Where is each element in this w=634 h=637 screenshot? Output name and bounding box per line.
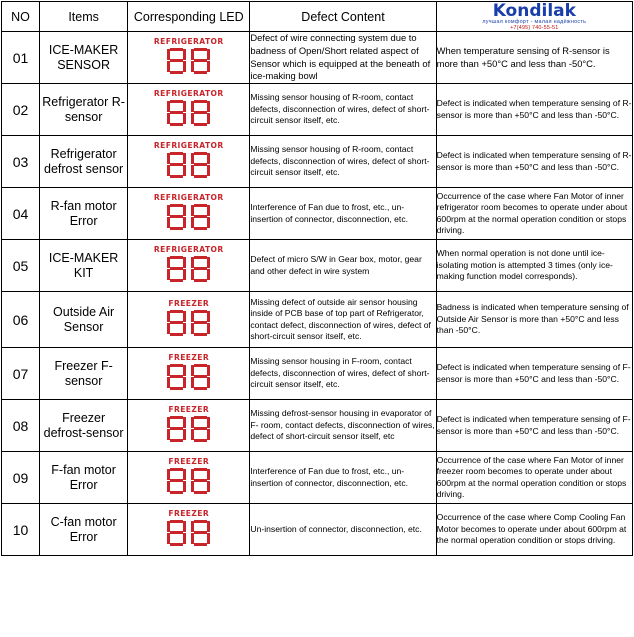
- led-zone-label: FREEZER: [168, 456, 210, 466]
- segment-e-icon: [191, 429, 194, 440]
- led-indicator-cell: [128, 504, 250, 556]
- segment-e-icon: [167, 269, 170, 280]
- defect-content: Interference of Fan due to frost, etc., un-insertion of connector, disconnection, etc.: [250, 188, 436, 240]
- seven-segment-digit: [167, 48, 186, 74]
- segment-a-icon: [170, 364, 183, 367]
- seven-segment-display: [167, 405, 210, 442]
- table-header-row: [2, 2, 633, 32]
- defect-content: Missing defect of outside air sensor housing inside of PCB base of top part of Refrigerator, contact defect, disconnection of wires, defect of short-circuit sensor itself, etc.: [250, 292, 436, 348]
- row-item-name: Refrigerator R-sensor: [40, 84, 128, 136]
- seven-segment-digit: [191, 100, 210, 126]
- segment-e-icon: [191, 323, 194, 334]
- corresponding-condition: Defect is indicated when temperature sensing of R-sensor is more than +50°C and less than -50°C.: [436, 136, 632, 188]
- corresponding-condition: When normal operation is not done until ice-isolating motion is attempted 3 times (only ice-making function model corresponds).: [436, 240, 632, 292]
- segment-c-icon: [207, 113, 210, 124]
- segment-d-icon: [194, 175, 207, 178]
- segment-b-icon: [183, 365, 186, 376]
- segment-c-icon: [207, 61, 210, 72]
- seven-segment-digit: [191, 364, 210, 390]
- row-item-name: Freezer defrost-sensor: [40, 400, 128, 452]
- led-indicator-cell: [128, 400, 250, 452]
- segment-f-icon: [167, 153, 170, 164]
- segment-g-icon: [170, 479, 183, 482]
- row-number: 06: [2, 292, 40, 348]
- segment-f-icon: [191, 521, 194, 532]
- corresponding-condition: Defect is indicated when temperature sensing of F-sensor is more than +50°C and less than -50°C.: [436, 348, 632, 400]
- segment-g-icon: [194, 375, 207, 378]
- led-zone-label: REFRIGERATOR: [153, 36, 224, 46]
- digit-group: [167, 468, 210, 494]
- segment-d-icon: [194, 71, 207, 74]
- defect-content: Missing defrost-sensor housing in evaporator of F- room, contact defects, disconnection of wires, defect of short-circuit sensor itself, etc: [250, 400, 436, 452]
- row-item-name: ICE-MAKER SENSOR: [40, 32, 128, 84]
- segment-d-icon: [194, 279, 207, 282]
- segment-a-icon: [194, 520, 207, 523]
- segment-g-icon: [194, 215, 207, 218]
- segment-a-icon: [170, 256, 183, 259]
- segment-f-icon: [167, 257, 170, 268]
- digit-group: [167, 310, 210, 336]
- row-item-name: F-fan motor Error: [40, 452, 128, 504]
- corresponding-condition: Occurrence of the case where Fan Motor of inner refrigerator room becomes to operate under about 600rpm at the normal operation condition or stops driving.: [436, 188, 632, 240]
- segment-a-icon: [170, 204, 183, 207]
- seven-segment-digit: [167, 364, 186, 390]
- segment-d-icon: [170, 123, 183, 126]
- segment-c-icon: [207, 217, 210, 228]
- segment-g-icon: [170, 427, 183, 430]
- digit-group: [154, 256, 224, 282]
- segment-a-icon: [170, 468, 183, 471]
- segment-g-icon: [170, 215, 183, 218]
- seven-segment-digit: [167, 256, 186, 282]
- segment-a-icon: [170, 100, 183, 103]
- defect-content: Defect of micro S/W in Gear box, motor, gear and other defect in wire system: [250, 240, 436, 292]
- digit-group: [167, 520, 210, 546]
- segment-f-icon: [167, 365, 170, 376]
- segment-g-icon: [194, 479, 207, 482]
- segment-e-icon: [167, 113, 170, 124]
- table-row: [2, 32, 633, 84]
- led-indicator-cell: [128, 240, 250, 292]
- segment-d-icon: [170, 175, 183, 178]
- segment-a-icon: [194, 416, 207, 419]
- segment-b-icon: [183, 417, 186, 428]
- row-item-name: Refrigerator defrost sensor: [40, 136, 128, 188]
- segment-g-icon: [170, 59, 183, 62]
- seven-segment-digit: [167, 204, 186, 230]
- defect-content: Missing sensor housing of R-room, contact defects, disconnection of wires, defect of short-circuit sensor itself, etc.: [250, 136, 436, 188]
- segment-d-icon: [170, 491, 183, 494]
- corresponding-condition: Occurrence of the case where Fan Motor of inner freezer room becomes to operate under about 600rpm at the normal operation condition or stops driving.: [436, 452, 632, 504]
- seven-segment-digit: [191, 416, 210, 442]
- segment-a-icon: [170, 48, 183, 51]
- led-zone-label: REFRIGERATOR: [153, 244, 224, 254]
- seven-segment-digit: [191, 256, 210, 282]
- brand-logo: [436, 2, 632, 32]
- row-number: 08: [2, 400, 40, 452]
- segment-e-icon: [167, 323, 170, 334]
- segment-e-icon: [191, 165, 194, 176]
- seven-segment-digit: [191, 468, 210, 494]
- segment-d-icon: [170, 279, 183, 282]
- row-item-name: R-fan motor Error: [40, 188, 128, 240]
- segment-d-icon: [194, 543, 207, 546]
- segment-b-icon: [183, 311, 186, 322]
- seven-segment-digit: [167, 520, 186, 546]
- table-row: [2, 292, 633, 348]
- segment-d-icon: [194, 439, 207, 442]
- digit-group: [154, 152, 224, 178]
- digit-group: [167, 416, 210, 442]
- segment-a-icon: [194, 204, 207, 207]
- segment-c-icon: [183, 323, 186, 334]
- defect-content: Missing sensor housing of R-room, contact defects, disconnection of wires, defect of short-circuit sensor itself, etc.: [250, 84, 436, 136]
- seven-segment-digit: [167, 100, 186, 126]
- brand-name: Kondilak: [492, 1, 576, 21]
- row-item-name: ICE-MAKER KIT: [40, 240, 128, 292]
- segment-c-icon: [207, 377, 210, 388]
- led-zone-label: FREEZER: [168, 352, 210, 362]
- segment-a-icon: [170, 310, 183, 313]
- seven-segment-digit: [167, 468, 186, 494]
- segment-g-icon: [194, 59, 207, 62]
- segment-g-icon: [170, 375, 183, 378]
- seven-segment-display: [154, 141, 224, 178]
- column-header-items: Items: [40, 2, 128, 32]
- seven-segment-display: [167, 457, 210, 494]
- segment-b-icon: [183, 205, 186, 216]
- segment-b-icon: [183, 469, 186, 480]
- seven-segment-digit: [191, 48, 210, 74]
- segment-g-icon: [194, 531, 207, 534]
- row-number: 02: [2, 84, 40, 136]
- segment-g-icon: [170, 531, 183, 534]
- row-number: 10: [2, 504, 40, 556]
- digit-group: [167, 364, 210, 390]
- segment-b-icon: [183, 257, 186, 268]
- segment-b-icon: [183, 521, 186, 532]
- seven-segment-display: [154, 89, 224, 126]
- segment-c-icon: [183, 533, 186, 544]
- led-indicator-cell: [128, 188, 250, 240]
- table-row: [2, 348, 633, 400]
- row-number: 07: [2, 348, 40, 400]
- column-header-led: Corresponding LED: [128, 2, 250, 32]
- segment-e-icon: [191, 269, 194, 280]
- segment-g-icon: [194, 267, 207, 270]
- led-indicator-cell: [128, 84, 250, 136]
- segment-e-icon: [167, 481, 170, 492]
- segment-b-icon: [183, 49, 186, 60]
- segment-c-icon: [183, 481, 186, 492]
- segment-b-icon: [207, 521, 210, 532]
- segment-b-icon: [207, 205, 210, 216]
- seven-segment-display: [154, 37, 224, 74]
- segment-f-icon: [191, 365, 194, 376]
- segment-b-icon: [207, 469, 210, 480]
- seven-segment-display: [167, 509, 210, 546]
- led-indicator-cell: [128, 292, 250, 348]
- segment-d-icon: [194, 387, 207, 390]
- seven-segment-digit: [191, 520, 210, 546]
- segment-b-icon: [207, 311, 210, 322]
- segment-f-icon: [191, 101, 194, 112]
- segment-b-icon: [183, 101, 186, 112]
- segment-e-icon: [167, 217, 170, 228]
- segment-a-icon: [194, 364, 207, 367]
- corresponding-condition: Badness is indicated when temperature sensing of Outside Air Sensor is more than +50°C and less than -50°C.: [436, 292, 632, 348]
- segment-e-icon: [191, 217, 194, 228]
- seven-segment-digit: [167, 152, 186, 178]
- segment-f-icon: [191, 469, 194, 480]
- table-row: [2, 84, 633, 136]
- segment-c-icon: [207, 429, 210, 440]
- segment-g-icon: [170, 267, 183, 270]
- defect-code-table: [1, 1, 633, 556]
- segment-d-icon: [194, 123, 207, 126]
- defect-content: Missing sensor housing in F-room, contact defects, disconnection of wires, defect of short-circuit sensor itself, etc.: [250, 348, 436, 400]
- segment-a-icon: [170, 416, 183, 419]
- defect-code-table-page: [0, 1, 634, 637]
- segment-f-icon: [191, 257, 194, 268]
- segment-c-icon: [183, 429, 186, 440]
- segment-f-icon: [191, 49, 194, 60]
- segment-c-icon: [207, 481, 210, 492]
- segment-e-icon: [191, 113, 194, 124]
- defect-content: Defect of wire connecting system due to badness of Open/Short related aspect of Sensor which is equipped at the beneath of ice-making bowl: [250, 32, 436, 84]
- segment-d-icon: [170, 543, 183, 546]
- table-row: [2, 504, 633, 556]
- row-number: 04: [2, 188, 40, 240]
- segment-a-icon: [170, 520, 183, 523]
- segment-c-icon: [183, 61, 186, 72]
- corresponding-condition: When temperature sensing of R-sensor is more than +50°C and less than -50°C.: [436, 32, 632, 84]
- segment-g-icon: [194, 427, 207, 430]
- segment-b-icon: [207, 365, 210, 376]
- segment-c-icon: [207, 323, 210, 334]
- seven-segment-digit: [191, 204, 210, 230]
- seven-segment-digit: [191, 152, 210, 178]
- led-indicator-cell: [128, 348, 250, 400]
- segment-c-icon: [207, 165, 210, 176]
- seven-segment-display: [154, 193, 224, 230]
- segment-g-icon: [170, 163, 183, 166]
- defect-content: Interference of Fan due to frost, etc., un-insertion of connector, disconnection, etc.: [250, 452, 436, 504]
- row-item-name: C-fan motor Error: [40, 504, 128, 556]
- led-zone-label: REFRIGERATOR: [153, 88, 224, 98]
- segment-d-icon: [194, 491, 207, 494]
- segment-d-icon: [170, 71, 183, 74]
- digit-group: [154, 204, 224, 230]
- corresponding-condition: Defect is indicated when temperature sensing of F-sensor is more than +50°C and less than -50°C.: [436, 400, 632, 452]
- segment-e-icon: [191, 377, 194, 388]
- segment-b-icon: [207, 257, 210, 268]
- table-row: [2, 188, 633, 240]
- row-number: 09: [2, 452, 40, 504]
- led-zone-label: REFRIGERATOR: [153, 192, 224, 202]
- table-row: [2, 136, 633, 188]
- segment-g-icon: [170, 321, 183, 324]
- segment-c-icon: [207, 269, 210, 280]
- led-zone-label: FREEZER: [168, 508, 210, 518]
- seven-segment-display: [154, 245, 224, 282]
- segment-c-icon: [207, 533, 210, 544]
- brand-phone: +7(495) 740-55-51: [510, 25, 559, 31]
- table-row: [2, 240, 633, 292]
- segment-e-icon: [167, 377, 170, 388]
- segment-b-icon: [207, 49, 210, 60]
- seven-segment-display: [167, 353, 210, 390]
- segment-d-icon: [170, 387, 183, 390]
- corresponding-condition: Defect is indicated when temperature sensing of R-sensor is more than +50°C and less than -50°C.: [436, 84, 632, 136]
- row-number: 05: [2, 240, 40, 292]
- row-item-name: Freezer F-sensor: [40, 348, 128, 400]
- segment-f-icon: [167, 469, 170, 480]
- segment-f-icon: [191, 153, 194, 164]
- segment-c-icon: [183, 217, 186, 228]
- segment-g-icon: [170, 111, 183, 114]
- segment-f-icon: [167, 101, 170, 112]
- led-indicator-cell: [128, 32, 250, 84]
- segment-g-icon: [194, 163, 207, 166]
- table-row: [2, 400, 633, 452]
- segment-e-icon: [167, 429, 170, 440]
- segment-d-icon: [194, 333, 207, 336]
- segment-f-icon: [191, 417, 194, 428]
- corresponding-condition: Occurrence of the case where Comp Cooling Fan Motor becomes to operate under about 600rpm at the normal operation condition or stops driving.: [436, 504, 632, 556]
- row-number: 01: [2, 32, 40, 84]
- segment-c-icon: [183, 165, 186, 176]
- segment-e-icon: [167, 61, 170, 72]
- seven-segment-digit: [191, 310, 210, 336]
- segment-a-icon: [170, 152, 183, 155]
- segment-f-icon: [167, 521, 170, 532]
- row-number: 03: [2, 136, 40, 188]
- seven-segment-digit: [167, 416, 186, 442]
- segment-c-icon: [183, 269, 186, 280]
- segment-g-icon: [194, 111, 207, 114]
- segment-d-icon: [170, 333, 183, 336]
- segment-b-icon: [207, 153, 210, 164]
- segment-d-icon: [170, 439, 183, 442]
- segment-a-icon: [194, 100, 207, 103]
- defect-content: Un-insertion of connector, disconnection, etc.: [250, 504, 436, 556]
- column-header-defect: Defect Content: [250, 2, 436, 32]
- segment-a-icon: [194, 48, 207, 51]
- seven-segment-display: [167, 299, 210, 336]
- segment-g-icon: [194, 321, 207, 324]
- led-zone-label: FREEZER: [168, 298, 210, 308]
- column-header-no: NO: [2, 2, 40, 32]
- segment-b-icon: [207, 417, 210, 428]
- segment-f-icon: [191, 311, 194, 322]
- brand-tagline: лучшая комфорт - малая надёжность: [482, 19, 587, 25]
- segment-b-icon: [207, 101, 210, 112]
- segment-c-icon: [183, 113, 186, 124]
- segment-a-icon: [194, 256, 207, 259]
- segment-d-icon: [170, 227, 183, 230]
- led-indicator-cell: [128, 136, 250, 188]
- segment-f-icon: [191, 205, 194, 216]
- segment-a-icon: [194, 152, 207, 155]
- segment-e-icon: [191, 61, 194, 72]
- segment-e-icon: [167, 533, 170, 544]
- segment-e-icon: [167, 165, 170, 176]
- digit-group: [154, 48, 224, 74]
- led-indicator-cell: [128, 452, 250, 504]
- table-row: [2, 452, 633, 504]
- digit-group: [154, 100, 224, 126]
- segment-f-icon: [167, 417, 170, 428]
- led-zone-label: FREEZER: [168, 404, 210, 414]
- segment-b-icon: [183, 153, 186, 164]
- seven-segment-digit: [167, 310, 186, 336]
- segment-f-icon: [167, 49, 170, 60]
- led-zone-label: REFRIGERATOR: [153, 140, 224, 150]
- segment-e-icon: [191, 533, 194, 544]
- segment-e-icon: [191, 481, 194, 492]
- segment-f-icon: [167, 311, 170, 322]
- row-item-name: Outside Air Sensor: [40, 292, 128, 348]
- segment-c-icon: [183, 377, 186, 388]
- segment-f-icon: [167, 205, 170, 216]
- segment-a-icon: [194, 310, 207, 313]
- table-body: [2, 32, 633, 556]
- segment-d-icon: [194, 227, 207, 230]
- segment-a-icon: [194, 468, 207, 471]
